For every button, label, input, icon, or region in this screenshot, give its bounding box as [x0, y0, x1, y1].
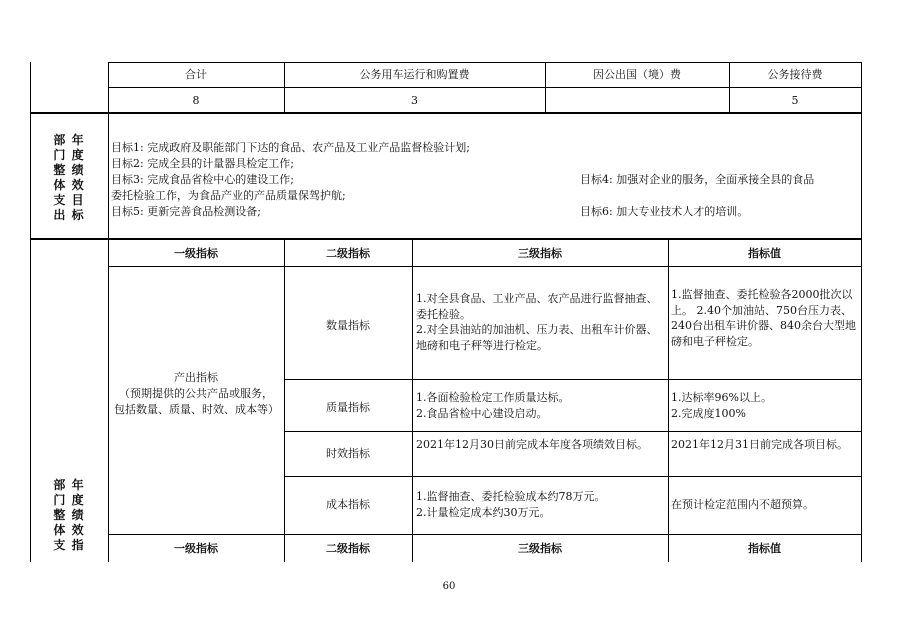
value-quantity: 1.监督抽查、委托检验各2000批次以上。 2.40个加油站、750台压力表、240台出租车讲价器、840余台大型地磅和电子秤检定。: [671, 288, 856, 348]
side-label-line: 部 年: [53, 478, 85, 492]
rule: [412, 240, 413, 562]
side-label-line: 门 度: [53, 493, 85, 507]
level1-title: 产出指标: [174, 371, 218, 384]
objective-6: 目标6: 加大专业技术人才的培训。: [580, 205, 749, 218]
objective-1: 目标1: 完成政府及职能部门下达的食品、农产品及工业产品监督检验计划;: [111, 141, 470, 154]
rule: [108, 62, 109, 562]
objective-4: 目标4: 加强对企业的服务，全面承接全县的食品: [580, 173, 815, 186]
rule: [284, 476, 862, 477]
side-label-line: 整 绩: [53, 508, 85, 522]
side-label-line: 支 指: [53, 538, 85, 552]
rule: [668, 240, 669, 562]
budget-value-vehicle: 3: [411, 94, 418, 107]
level3-cost: 1.监督抽查、委托检验成本约78万元。 2.计量检定成本约30万元。: [416, 490, 606, 519]
level2-timeliness: 时效指标: [326, 447, 370, 460]
repeat-header-level1: 一级指标: [174, 542, 218, 555]
rule: [108, 87, 862, 88]
level3-timeliness: 2021年12月30日前完成本年度各项绩效目标。: [416, 438, 648, 451]
side-label-line: 部 年: [53, 133, 85, 147]
indicators-side-label: [30, 478, 108, 553]
rule: [861, 62, 862, 562]
side-label-line: 门 度: [53, 148, 85, 162]
value-timeliness: 2021年12月31日前完成各项目标。: [671, 438, 848, 451]
level3-quantity: 1.对全县食品、工业产品、农产品进行监督抽查、委托检验。 2.对全县油站的加油机、压力表、出租车计价器、地磅和电子秤等进行检定。: [416, 292, 658, 352]
level2-quality: 质量指标: [326, 401, 370, 414]
budget-header-vehicle: 公务用车运行和购置费: [359, 68, 470, 81]
rule-top-indicators: [30, 238, 862, 240]
objective-5: 目标5: 更新完善食品检测设备;: [111, 205, 261, 218]
level2-quantity: 数量指标: [326, 319, 370, 332]
repeat-header-level2: 二级指标: [326, 542, 370, 555]
objective-3: 目标3: 完成食品省检中心的建设工作;: [111, 173, 294, 186]
header-level3: 三级指标: [518, 247, 562, 260]
header-level1: 一级指标: [174, 247, 218, 260]
budget-value-reception: 5: [791, 94, 799, 107]
header-value: 指标值: [748, 247, 781, 260]
budget-value-total: 8: [192, 94, 200, 107]
repeat-header-value: 指标值: [748, 542, 781, 555]
value-cost: 在预计检定范围内不超预算。: [671, 498, 814, 511]
side-label-line: 支 目: [53, 193, 85, 207]
rule: [284, 431, 862, 432]
value-quality: 1.达标率96%以上。 2.完成度100%: [671, 391, 772, 420]
budget-header-total: 合计: [185, 68, 207, 81]
rule: [108, 266, 862, 267]
level1-note: （预期提供的公共产品或服务，包括数量、质量、时效、成本等）: [114, 387, 279, 416]
rule: [108, 62, 862, 63]
side-label-line: 出 标: [53, 208, 85, 222]
repeat-header-level3: 三级指标: [518, 542, 562, 555]
side-label-line: 体 效: [53, 178, 85, 192]
rule-top-objectives: [30, 112, 862, 114]
header-level2: 二级指标: [326, 247, 370, 260]
level2-cost: 成本指标: [326, 498, 370, 511]
budget-header-overseas: 因公出国（境）费: [593, 68, 681, 81]
budget-header-reception: 公务接待费: [767, 68, 823, 81]
objective-2: 目标2: 完成全县的计量器具检定工作;: [111, 157, 294, 170]
rule: [108, 534, 862, 535]
objectives-side-label: [30, 133, 108, 223]
side-label-line: 体 效: [53, 523, 85, 537]
level3-quality: 1.各面检验检定工作质量达标。 2.食品省检中心建设启动。: [416, 391, 570, 420]
page-number: 60: [442, 581, 456, 592]
side-label-line: 整 绩: [53, 163, 85, 177]
rule: [284, 379, 862, 380]
objective-4-continued: 委托检验工作，为食品产业的产品质量保驾护航;: [111, 189, 346, 202]
